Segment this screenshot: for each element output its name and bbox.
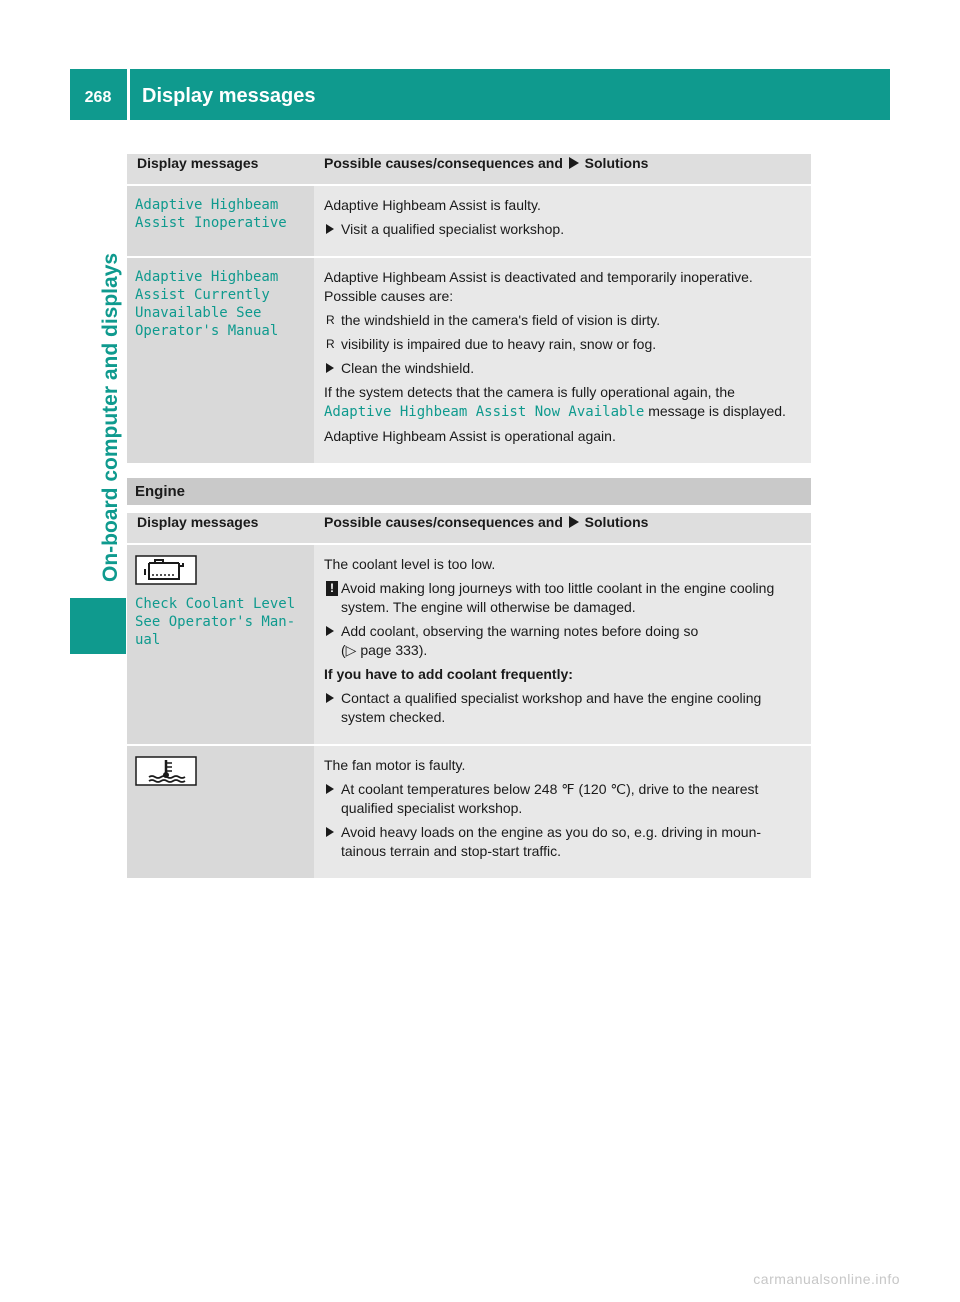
cause-item: R the windshield in the camera's field of vision is dirty. bbox=[326, 312, 661, 328]
cause-item: R visibility is impaired due to heavy rain, snow or fog. bbox=[326, 336, 657, 352]
action-item: Clean the windshield. bbox=[324, 359, 805, 378]
status-paragraph: If the system detects that the camera is fully operational again, the Adaptive Highbeam Assist Now Available message is displayed. bbox=[324, 384, 786, 420]
action-arrow-icon bbox=[326, 693, 334, 703]
page-title: Display messages bbox=[142, 85, 316, 107]
col-header-causes: Possible causes/consequences and Solutions bbox=[314, 513, 811, 543]
message-cell: Check Coolant Level See Operator's Man‐ ual bbox=[127, 545, 314, 744]
causes-cell: Adaptive Highbeam Assist is deactivated and temporarily inoperative. Possible causes are: R the windshield in the camera's field of vision is dirty. R visibility is impaired due to heavy rain, snow or fog. Clean the windshield. If the system detects that the camera is fully operational again, the Adaptive Highbeam Assist Now Available message is displayed. Adaptive Highbeam Assist is operational again. bbox=[314, 258, 811, 463]
table-row bbox=[127, 186, 811, 256]
action-item: Avoid heavy loads on the engine as you do so, e.g. driving in moun‐ tainous terrain and stop-start traffic. bbox=[324, 823, 805, 861]
table-header-row bbox=[127, 513, 811, 543]
action-arrow-icon bbox=[326, 224, 334, 234]
action-item: At coolant temperatures below 248 ℉ (120 ℃), drive to the nearest qualified specialist workshop. bbox=[324, 780, 805, 818]
page-header-bar bbox=[70, 69, 890, 120]
causes-cell: The coolant level is too low. ! Avoid making long journeys with too little coolant in the engine cooling system. The engine will otherwise be damaged. Add coolant, observing the warning notes before doing so (▷ page 333). If you have to add coolant frequently: Contact a qualified specialist workshop and have the engine cooling system checked. bbox=[314, 545, 811, 744]
display-messages-table-1 bbox=[127, 152, 811, 465]
message-cell: Adaptive Highbeam Assist Inoperative bbox=[127, 186, 314, 256]
action-arrow-icon bbox=[326, 363, 334, 373]
arrow-right-icon bbox=[569, 157, 579, 169]
watermark: carmanualsonline.info bbox=[753, 1271, 900, 1287]
table-row bbox=[127, 258, 811, 463]
action-item: Visit a qualified specialist workshop. bbox=[324, 220, 805, 239]
col-header-messages: Display messages bbox=[127, 154, 314, 184]
table-row bbox=[127, 746, 811, 878]
page-reference: (▷ page 333). bbox=[341, 642, 428, 658]
coolant-level-icon bbox=[135, 555, 195, 585]
chapter-marker bbox=[70, 598, 126, 654]
bullet-r-icon: R bbox=[326, 313, 335, 327]
action-item: Add coolant, observing the warning notes before doing so (▷ page 333). bbox=[324, 622, 805, 660]
col-header-causes: Possible causes/consequences and Solutions bbox=[314, 154, 811, 184]
header-divider bbox=[127, 69, 130, 120]
message-cell: Adaptive Highbeam Assist Currently Unavailable See Operator's Manual bbox=[127, 258, 314, 463]
causes-cell: The fan motor is faulty. At coolant temperatures below 248 ℉ (120 ℃), drive to the nearest qualified specialist workshop. Avoid heavy loads on the engine as you do so, e.g. driving in moun‐ tainous terrain and stop-start traffic. bbox=[314, 746, 811, 878]
causes-cell: Adaptive Highbeam Assist is faulty. Visit a qualified specialist workshop. bbox=[314, 186, 811, 256]
action-arrow-icon bbox=[326, 626, 334, 636]
action-arrow-icon bbox=[326, 784, 334, 794]
section-heading: Engine bbox=[127, 478, 811, 505]
arrow-right-icon bbox=[569, 516, 579, 528]
chapter-side-label: On-board computer and displays bbox=[99, 252, 122, 582]
col-header-messages: Display messages bbox=[127, 513, 314, 543]
warning-item: ! Avoid making long journeys with too little coolant in the engine cooling system. The engine will otherwise be damaged. bbox=[324, 579, 805, 617]
page-number: 268 bbox=[84, 88, 112, 106]
action-item: Contact a qualified specialist workshop and have the engine cooling system checked. bbox=[324, 689, 805, 727]
warning-icon: ! bbox=[326, 581, 338, 596]
display-messages-table-2 bbox=[127, 511, 811, 880]
bullet-r-icon: R bbox=[326, 337, 335, 351]
table-header-row bbox=[127, 154, 811, 184]
message-cell bbox=[127, 746, 314, 878]
coolant-temperature-icon bbox=[135, 756, 195, 786]
table-row bbox=[127, 545, 811, 744]
action-arrow-icon bbox=[326, 827, 334, 837]
